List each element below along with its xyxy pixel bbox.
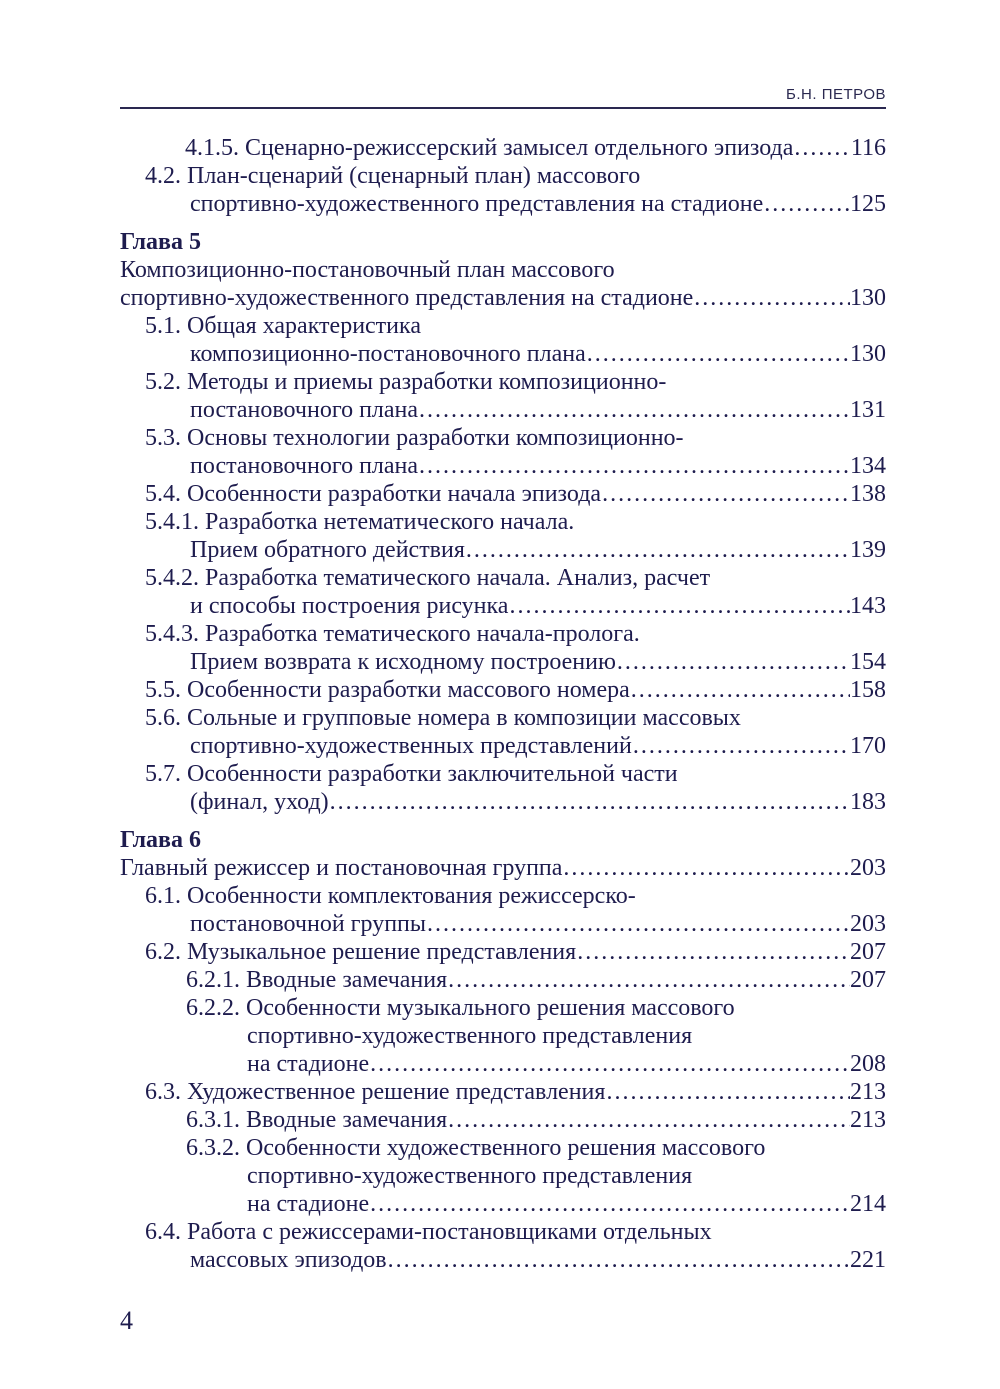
toc-entry-5-4-1-title[interactable]: 5.4.1. Разработка нетематического начала. xyxy=(145,509,575,535)
dot-leader xyxy=(465,536,850,564)
toc-entry-title-continued: массовых эпизодов xyxy=(190,1247,387,1273)
toc-entry-4-1-5[interactable] xyxy=(185,134,886,162)
toc-entry-6-3-1[interactable] xyxy=(186,1106,886,1134)
toc-page-number: 207 xyxy=(850,939,886,965)
toc-page-number: 213 xyxy=(850,1079,886,1105)
toc-page-number: 170 xyxy=(850,733,886,759)
toc-entry-title-continued: Прием возврата к исходному построению xyxy=(190,649,616,675)
toc-page-number: 134 xyxy=(850,453,886,479)
toc-entry-5-3-title[interactable]: 5.3. Основы технологии разработки композиционно- xyxy=(145,425,684,451)
toc-entry-title: 6.2. Музыкальное решение представления xyxy=(145,939,577,965)
toc-entry-6-2-2-title-continued[interactable]: спортивно-художественного представления xyxy=(247,1023,693,1049)
toc-page-number: 139 xyxy=(850,537,886,563)
dot-leader xyxy=(601,480,850,508)
dot-leader xyxy=(586,340,850,368)
toc-entry-6-3[interactable] xyxy=(145,1078,886,1106)
toc-page-number: 183 xyxy=(850,789,886,815)
toc-entry-title-continued: на стадионе xyxy=(247,1191,370,1217)
toc-entry-6-2-2[interactable] xyxy=(247,1050,886,1078)
toc-entry-title-continued: и способы построения рисунка xyxy=(190,593,509,619)
toc-entry-6-3-2-title-continued[interactable]: спортивно-художественного представления xyxy=(247,1163,693,1189)
toc-page-number: 138 xyxy=(850,481,886,507)
dot-leader xyxy=(387,1246,850,1274)
toc-entry-5-4-3[interactable] xyxy=(190,648,886,676)
page-number: 4 xyxy=(120,1306,133,1335)
dot-leader xyxy=(630,676,850,704)
toc-entry-6-3-2-title[interactable]: 6.3.2. Особенности художественного решения массового xyxy=(186,1135,766,1161)
dot-leader xyxy=(632,732,850,760)
toc-entry-5-4-2[interactable] xyxy=(190,592,886,620)
toc-entry-5-3[interactable] xyxy=(190,452,886,480)
toc-entry-title: 6.3. Художественное решение представления xyxy=(145,1079,606,1105)
toc-entry-5-5[interactable] xyxy=(145,676,886,704)
toc-entry-5-1-title[interactable]: 5.1. Общая характеристика xyxy=(145,313,421,339)
dot-leader xyxy=(576,938,850,966)
toc-page-number: 116 xyxy=(850,135,886,161)
dot-leader xyxy=(447,1106,850,1134)
toc-entry-title-continued: Прием обратного действия xyxy=(190,537,465,563)
toc-entry-title-continued: постановочной группы xyxy=(190,911,427,937)
toc-entry-chapter-6[interactable] xyxy=(120,854,886,882)
chapter-5-title[interactable]: Композиционно-постановочный план массового xyxy=(120,257,615,283)
dot-leader xyxy=(508,592,850,620)
dot-leader xyxy=(426,910,850,938)
toc-page-number: 208 xyxy=(850,1051,886,1077)
chapter-5-label: Глава 5 xyxy=(120,229,201,255)
toc-page-number: 221 xyxy=(850,1247,886,1273)
toc-entry-title: 6.2.1. Вводные замечания xyxy=(186,967,448,993)
dot-leader xyxy=(562,854,850,882)
running-header-author: Б.Н. ПЕТРОВ xyxy=(786,86,886,103)
toc-entry-title-continued: спортивно-художественных представлений xyxy=(190,733,632,759)
toc-page-number: 207 xyxy=(850,967,886,993)
dot-leader xyxy=(447,966,850,994)
toc-entry-6-3-2[interactable] xyxy=(247,1190,886,1218)
dot-leader xyxy=(369,1190,850,1218)
toc-page-number: 158 xyxy=(850,677,886,703)
toc-page-number: 203 xyxy=(850,855,886,881)
dot-leader xyxy=(329,788,850,816)
toc-entry-5-1[interactable] xyxy=(190,340,886,368)
toc-entry-6-4-title[interactable]: 6.4. Работа с режиссерами-постановщиками отдельных xyxy=(145,1219,712,1245)
toc-page-number: 143 xyxy=(850,593,886,619)
toc-entry-title-continued: спортивно-художественного представления на стадионе xyxy=(120,285,694,311)
toc-entry-title: 5.5. Особенности разработки массового номера xyxy=(145,677,630,703)
toc-entry-5-4[interactable] xyxy=(145,480,886,508)
toc-entry-title: Главный режиссер и постановочная группа xyxy=(120,855,563,881)
toc-page-number: 203 xyxy=(850,911,886,937)
dot-leader xyxy=(693,284,850,312)
toc-entry-5-4-1[interactable] xyxy=(190,536,886,564)
toc-page-number: 130 xyxy=(850,341,886,367)
toc-entry-5-4-3-title[interactable]: 5.4.3. Разработка тематического начала-пролога. xyxy=(145,621,640,647)
dot-leader xyxy=(418,452,850,480)
toc-entry-6-2-2-title[interactable]: 6.2.2. Особенности музыкального решения массового xyxy=(186,995,735,1021)
toc-page-number: 214 xyxy=(850,1191,886,1217)
toc-entry-5-6[interactable] xyxy=(190,732,886,760)
toc-page-number: 125 xyxy=(850,191,886,217)
toc-entry-title-continued: постановочного плана xyxy=(190,453,419,479)
toc-entry-title-continued: на стадионе xyxy=(247,1051,370,1077)
toc-entry-5-4-2-title[interactable]: 5.4.2. Разработка тематического начала. Анализ, расчет xyxy=(145,565,711,591)
toc-entry-6-2[interactable] xyxy=(145,938,886,966)
toc-entry-4-2[interactable] xyxy=(190,190,886,218)
toc-page-number: 131 xyxy=(850,397,886,423)
toc-entry-chapter-5[interactable] xyxy=(120,284,886,312)
toc-entry-title-continued: постановочного плана xyxy=(190,397,419,423)
toc-entry-5-7[interactable] xyxy=(190,788,886,816)
toc-entry-5-7-title[interactable]: 5.7. Особенности разработки заключительной части xyxy=(145,761,678,787)
chapter-6-label: Глава 6 xyxy=(120,827,201,853)
dot-leader xyxy=(418,396,850,424)
dot-leader xyxy=(763,190,850,218)
toc-entry-6-1-title[interactable]: 6.1. Особенности комплектования режиссерско- xyxy=(145,883,636,909)
toc-entry-4-2-title[interactable]: 4.2. План-сценарий (сценарный план) массового xyxy=(145,163,641,189)
dot-leader xyxy=(605,1078,850,1106)
toc-entry-title: 5.4. Особенности разработки начала эпизода xyxy=(145,481,602,507)
toc-entry-5-2-title[interactable]: 5.2. Методы и приемы разработки композиционно- xyxy=(145,369,667,395)
toc-entry-title-continued: (финал, уход) xyxy=(190,789,329,815)
toc-entry-title: 4.1.5. Сценарно-режиссерский замысел отдельного эпизода xyxy=(185,135,794,161)
toc-entry-title-continued: композиционно-постановочного плана xyxy=(190,341,586,367)
toc-entry-5-6-title[interactable]: 5.6. Сольные и групповые номера в композиции массовых xyxy=(145,705,741,731)
toc-page-number: 213 xyxy=(850,1107,886,1133)
toc-entry-title: 6.3.1. Вводные замечания xyxy=(186,1107,448,1133)
toc-entry-6-2-1[interactable] xyxy=(186,966,886,994)
toc-entry-5-2[interactable] xyxy=(190,396,886,424)
dot-leader xyxy=(793,134,850,162)
toc-entry-6-4[interactable] xyxy=(190,1246,886,1274)
toc-entry-title-continued: спортивно-художественного представления на стадионе xyxy=(190,191,764,217)
dot-leader xyxy=(369,1050,850,1078)
dot-leader xyxy=(616,648,850,676)
toc-page-number: 130 xyxy=(850,285,886,311)
toc-page-number: 154 xyxy=(850,649,886,675)
toc-entry-6-1[interactable] xyxy=(190,910,886,938)
